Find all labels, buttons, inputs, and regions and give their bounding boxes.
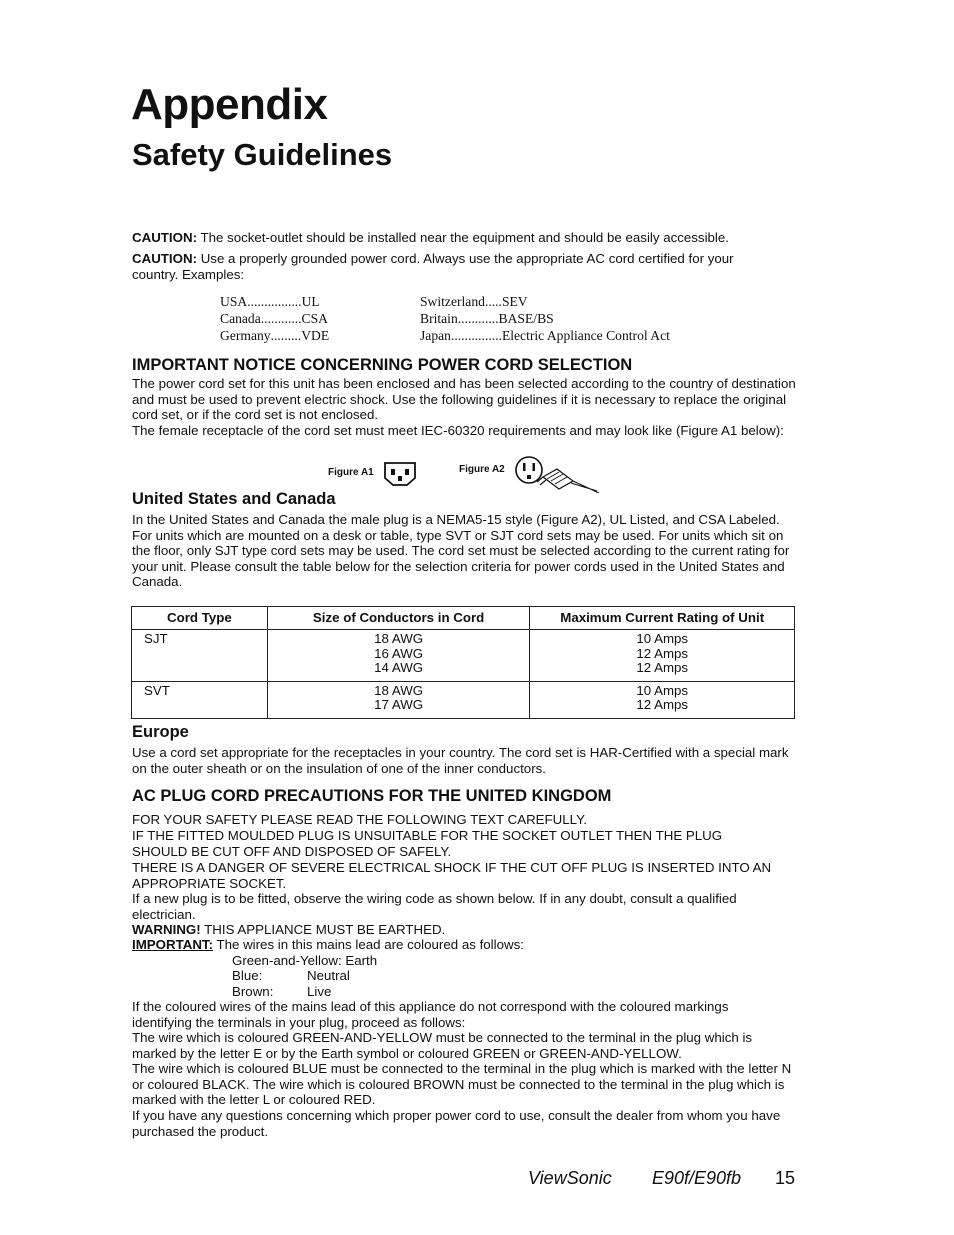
uk-important	[132, 937, 796, 953]
column-header: Size of Conductors in Cord	[267, 607, 530, 630]
wire-colour-brown: Brown:	[232, 984, 274, 999]
caution-paragraph-1	[132, 230, 812, 246]
notice-heading: IMPORTANT NOTICE CONCERNING POWER CORD SELECTION	[132, 356, 633, 374]
uk-line-3: THERE IS A DANGER OF SEVERE ELECTRICAL SHOCK IF THE CUT OFF PLUG IS INSERTED INTO AN APPROPRIATE SOCKET.	[132, 860, 772, 891]
conductor-size: 16 AWG	[374, 645, 424, 661]
table-header-row	[132, 607, 795, 630]
notice-paragraph-2: The female receptacle of the cord set must meet IEC-60320 requirements and may look like (Figure A1 below):	[132, 423, 784, 438]
cert-item-japan: Japan...............Electric Appliance Control Act	[420, 328, 670, 343]
important-text: The wires in this mains lead are coloured as follows:	[213, 937, 524, 952]
current-rating-cell	[530, 681, 795, 718]
cert-item-britain: Britain............BASE/BS	[420, 311, 554, 326]
figure-a1-label: Figure A1	[328, 467, 374, 478]
caution-label: CAUTION:	[132, 251, 197, 266]
cert-agency: UL	[301, 294, 320, 309]
cert-country: Canada	[220, 311, 261, 326]
us-canada-heading: United States and Canada	[132, 490, 336, 508]
cert-item-canada: Canada............CSA	[220, 311, 328, 326]
cert-country: Japan	[420, 328, 451, 343]
important-label: IMPORTANT:	[132, 937, 214, 952]
cert-agency: Electric Appliance Control Act	[501, 328, 670, 343]
table-row	[132, 630, 795, 682]
cert-country: Germany	[220, 328, 271, 343]
conductor-size-cell	[267, 630, 530, 682]
caution-paragraph-2	[132, 251, 782, 282]
cert-agency: BASE/BS	[498, 311, 554, 326]
wire-terminal-neutral: Neutral	[307, 968, 350, 983]
page-subtitle: Safety Guidelines	[132, 137, 393, 172]
uk-line-1: FOR YOUR SAFETY PLEASE READ THE FOLLOWING TEXT CAREFULLY.	[132, 812, 587, 827]
us-canada-paragraph: In the United States and Canada the male plug is a NEMA5-15 style (Figure A2), UL Listed, and CSA Labeled. For units which are mounted on a desk or table, type SVT or SJT cord sets may be used. For units which sit on the floor, only SJT type cord sets may be used. The cord set must be selected according to the current rating for your unit. Please consult the table below for the selection criteria for power cords used in the United States and Canada.	[132, 512, 790, 590]
warning-text: THIS APPLIANCE MUST BE EARTHED.	[200, 922, 446, 937]
wire-colour: Green-and-Yellow:	[232, 953, 342, 968]
wire-colour-blue: Blue:	[232, 968, 263, 983]
current-rating: 12 Amps	[636, 697, 689, 712]
wire-colour-green-yellow	[232, 953, 377, 969]
europe-heading: Europe	[132, 723, 189, 741]
column-header: Cord Type	[132, 607, 268, 630]
cert-country: Britain	[420, 311, 458, 326]
uk-line-2: IF THE FITTED MOULDED PLUG IS UNSUITABLE FOR THE SOCKET OUTLET THEN THE PLUG SHOULD BE CUT OFF AND DISPOSED OF SAFELY.	[132, 828, 723, 859]
caution-label: CAUTION:	[132, 230, 197, 245]
cert-item-switzerland: Switzerland.....SEV	[420, 294, 528, 309]
europe-paragraph: Use a cord set appropriate for the receptacles in your country. The cord set is HAR-Certified with a special mark on the outer sheath or on the insulation of one of the inner conductors.	[132, 745, 789, 776]
cord-table	[131, 606, 795, 719]
cert-item-usa: USA................UL	[220, 294, 320, 309]
current-rating: 12 Amps	[636, 645, 689, 661]
current-rating-cell	[530, 630, 795, 682]
wire-terminal: Earth	[345, 953, 378, 968]
nema-plug-icon	[513, 455, 601, 493]
warning-label: WARNING!	[132, 922, 201, 937]
table-row	[132, 681, 795, 718]
uk-line-8: If you have any questions concerning which proper power cord to use, consult the dealer from whom you have purchased the product.	[132, 1108, 781, 1139]
cord-type-cell: SJT	[132, 630, 268, 682]
wire-terminal-live: Live	[307, 984, 332, 999]
figure-a2-label: Figure A2	[459, 464, 505, 475]
current-rating: 12 Amps	[636, 660, 689, 675]
conductor-size: 14 AWG	[374, 660, 424, 675]
page-number: 15	[775, 1168, 796, 1188]
notice-paragraph-1: The power cord set for this unit has been enclosed and has been selected according to the country of destination and must be used to prevent electric shock. Use the following guidelines if it is necessary to replace the original cord set, or if the cord set is not enclosed.	[132, 376, 796, 423]
uk-heading: AC PLUG CORD PRECAUTIONS FOR THE UNITED KINGDOM	[132, 787, 612, 805]
cert-agency: CSA	[301, 311, 328, 326]
cert-country: Switzerland	[420, 294, 485, 309]
footer-brand: ViewSonic	[528, 1168, 612, 1188]
conductor-size: 17 AWG	[374, 697, 424, 712]
uk-line-4: If a new plug is to be fitted, observe the wiring code as shown below. If in any doubt, consult a qualified electrician.	[132, 891, 737, 922]
cert-agency: SEV	[501, 294, 528, 309]
current-rating: 10 Amps	[636, 682, 689, 698]
uk-warning	[132, 922, 796, 938]
conductor-size: 18 AWG	[374, 682, 424, 698]
column-header: Maximum Current Rating of Unit	[530, 607, 795, 630]
conductor-size: 18 AWG	[374, 631, 424, 646]
cert-country: USA	[220, 294, 248, 309]
current-rating: 10 Amps	[636, 631, 689, 646]
caution-text: The socket-outlet should be installed near the equipment and should be easily accessible.	[197, 230, 729, 245]
uk-line-6: The wire which is coloured GREEN-AND-YELLOW must be connected to the terminal in the plug which is marked by the letter E or by the Earth symbol or coloured GREEN or GREEN-AND-YELLOW.	[132, 1030, 753, 1061]
cord-type-cell: SVT	[132, 681, 268, 718]
caution-text: Use a properly grounded power cord. Always use the appropriate AC cord certified for your country. Examples:	[132, 251, 734, 282]
cert-item-germany: Germany.........VDE	[220, 328, 330, 343]
cert-agency: VDE	[301, 328, 330, 343]
uk-line-7: The wire which is coloured BLUE must be connected to the terminal in the plug which is marked with the letter N or coloured BLACK. The wire which is coloured BROWN must be connected to the terminal in the plug which is marked with the letter L or coloured RED.	[132, 1061, 792, 1108]
footer-model: E90f/E90fb	[652, 1168, 742, 1188]
iec-receptacle-icon	[383, 461, 417, 487]
page-title: Appendix	[131, 80, 328, 129]
uk-line-5: If the coloured wires of the mains lead of this appliance do not correspond with the coloured markings identifying the terminals in your plug, proceed as follows:	[132, 999, 729, 1030]
conductor-size-cell	[267, 681, 530, 718]
